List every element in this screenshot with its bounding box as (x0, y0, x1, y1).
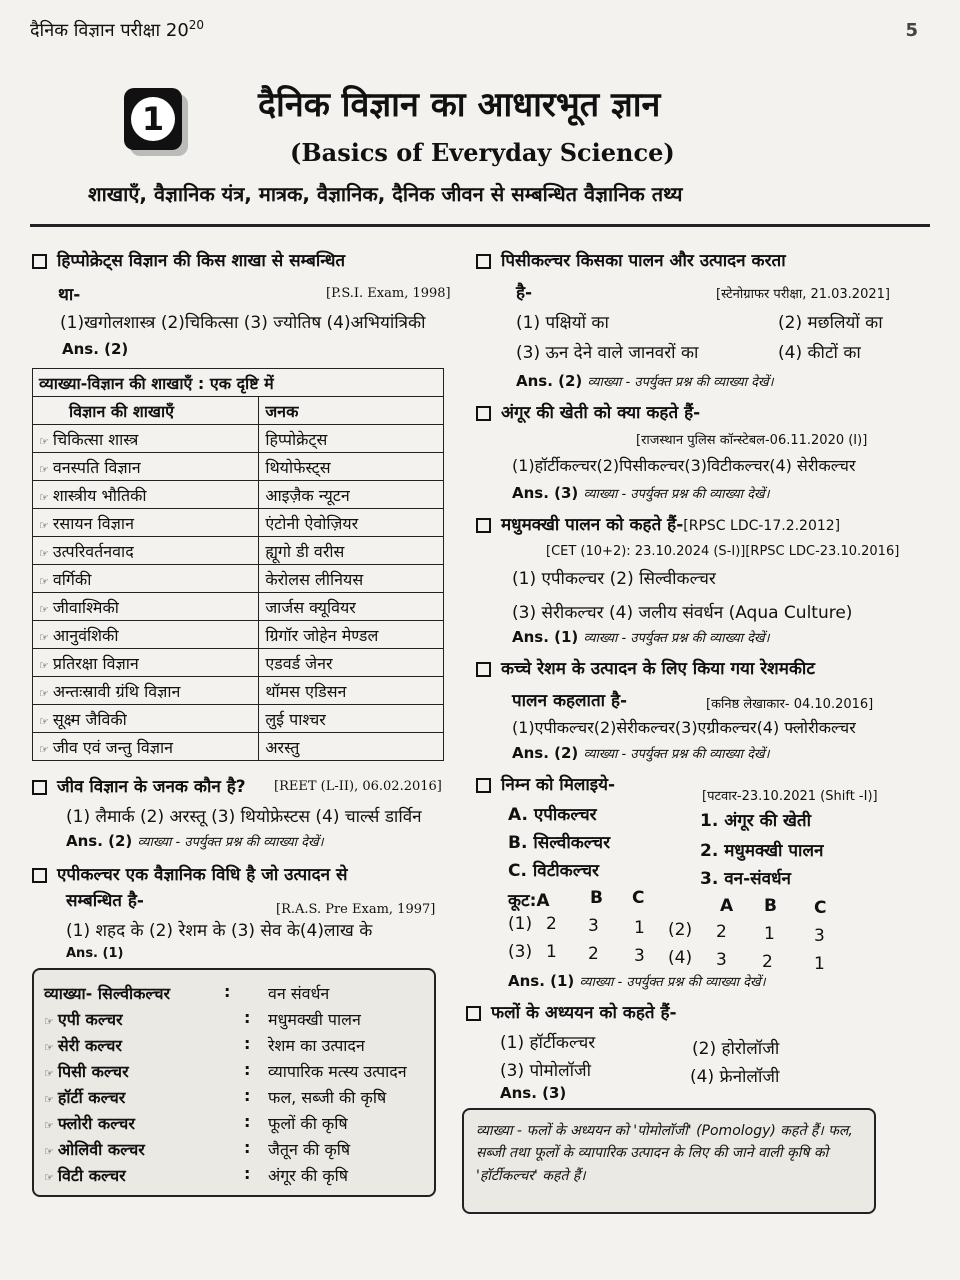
code-header-b: B (590, 888, 603, 908)
code-cell: 2 (716, 922, 727, 942)
match-right-3: 3. वन-संवर्धन (700, 869, 791, 889)
table-row: ☞ अन्तःस्रावी ग्रंथि विज्ञान थॉमस एडिसन (33, 677, 444, 705)
culture-term: ☞ विटी कल्चर (44, 1166, 126, 1185)
code-row-1-num: (1) (508, 914, 533, 934)
match-left-a: A. एपीकल्चर (508, 805, 597, 825)
code-header-c: C (632, 888, 645, 908)
table-caption-row (33, 369, 444, 397)
question-5: अंगूर की खेती को क्या कहते हैं- (476, 400, 700, 423)
question-1-source: [P.S.I. Exam, 1998] (326, 286, 451, 301)
code-header-c2: C (814, 898, 827, 918)
question-9: फलों के अध्ययन को कहते हैं- (466, 1000, 677, 1023)
pointing-hand-icon: ☞ (39, 658, 49, 672)
question-4-source: [स्टेनोग्राफर परीक्षा, 21.03.2021] (716, 287, 890, 302)
question-4-option-1: (1) पक्षियों का (516, 313, 609, 333)
question-8-answer: Ans. (1) व्याख्या - उपर्युक्त प्रश्न की व्याख्या देखें। (508, 972, 766, 990)
question-2-source: [REET (L-II), 06.02.2016] (274, 779, 442, 794)
pointing-hand-icon: ☞ (39, 714, 49, 728)
checkbox-icon (476, 662, 491, 677)
pointing-hand-icon: ☞ (39, 490, 49, 504)
pointing-hand-icon: ☞ (39, 462, 49, 476)
code-cell: 1 (764, 924, 775, 944)
code-cell: 1 (814, 954, 825, 974)
culture-meaning: फूलों की कृषि (268, 1114, 348, 1133)
code-cell: 1 (546, 942, 557, 962)
code-header-b2: B (764, 896, 777, 916)
table-row: ☞ जीवाश्मिकी जार्जस क्यूवियर (33, 593, 444, 621)
question-9-option-2: (2) होरोलॉजी (692, 1039, 780, 1059)
question-4-answer: Ans. (2) व्याख्या - उपर्युक्त प्रश्न की व्याख्या देखें। (516, 372, 774, 390)
chapter-subtitle: शाखाएँ, वैज्ञानिक यंत्र, मात्रक, वैज्ञानिक, दैनिक जीवन से सम्बन्धित वैज्ञानिक तथ्य (88, 182, 683, 206)
culture-meaning: वन संवर्धन (268, 984, 330, 1003)
culture-meaning: फल, सब्जी की कृषि (268, 1088, 387, 1107)
colon: : (244, 1164, 251, 1183)
question-9-answer: Ans. (3) (500, 1084, 567, 1102)
checkbox-icon (32, 868, 47, 883)
pointing-hand-icon: ☞ (44, 1015, 54, 1028)
question-4: पिसीकल्चर किसका पालन और उत्पादन करता (476, 248, 786, 271)
question-4-option-2: (2) मछलियों का (778, 313, 883, 333)
checkbox-icon (476, 518, 491, 533)
question-7-answer: Ans. (2) व्याख्या - उपर्युक्त प्रश्न की व्याख्या देखें। (512, 744, 770, 762)
colon: : (224, 982, 231, 1001)
code-cell: 3 (814, 926, 825, 946)
table-header-row (33, 397, 444, 425)
question-6: मधुमक्खी पालन को कहते हैं-[RPSC LDC-17.2.2012] (476, 512, 840, 535)
colon: : (244, 1112, 251, 1131)
question-1: हिप्पोक्रेट्स विज्ञान की किस शाखा से सम्बन्धित (32, 248, 345, 271)
code-row-2-num-2: (4) (668, 948, 693, 968)
question-5-answer: Ans. (3) व्याख्या - उपर्युक्त प्रश्न की व्याख्या देखें। (512, 484, 770, 502)
question-6-answer: Ans. (1) व्याख्या - उपर्युक्त प्रश्न की व्याख्या देखें। (512, 628, 770, 646)
question-2-answer: Ans. (2) व्याख्या - उपर्युक्त प्रश्न की व्याख्या देखें। (66, 832, 324, 850)
table-row: ☞ रसायन विज्ञान एंटोनी ऐवोज़ियर (33, 509, 444, 537)
pointing-hand-icon: ☞ (44, 1171, 54, 1184)
question-7-source: [कनिष्ठ लेखाकार- 04.10.2016] (706, 697, 874, 712)
chapter-number-badge: 1 (124, 88, 182, 150)
culture-term: व्याख्या- सिल्वीकल्चर (44, 984, 171, 1003)
question-1-options: (1)खगोलशास्त्र (2)चिकित्सा (3) ज्योतिष (4)अभियांत्रिकी (60, 313, 426, 333)
pointing-hand-icon: ☞ (39, 546, 49, 560)
match-right-2: 2. मधुमक्खी पालन (700, 841, 824, 861)
table-row: ☞ वर्गिकी केरोलस लीनियस (33, 565, 444, 593)
code-cell: 2 (588, 944, 599, 964)
checkbox-icon (476, 778, 491, 793)
table-row: ☞ शास्त्रीय भौतिकी आइज़ैक न्यूटन (33, 481, 444, 509)
question-5-options: (1)हॉर्टीकल्चर(2)पिसीकल्चर(3)विटीकल्चर(4) सेरीकल्चर (512, 456, 856, 475)
question-1-line2: था- (58, 285, 81, 305)
pointing-hand-icon: ☞ (39, 518, 49, 532)
colon: : (244, 1060, 251, 1079)
code-row-1-num-2: (2) (668, 920, 693, 940)
question-9-option-1: (1) हॉर्टीकल्चर (500, 1033, 596, 1053)
table-row: ☞ वनस्पति विज्ञान थियोफेस्ट्स (33, 453, 444, 481)
colon: : (244, 1138, 251, 1157)
question-3-source: [R.A.S. Pre Exam, 1997] (276, 902, 436, 917)
culture-explanation-box (32, 968, 436, 1197)
table-row: ☞ जीव एवं जन्तु विज्ञान अरस्तु (33, 733, 444, 761)
checkbox-icon (466, 1006, 481, 1021)
question-6-options-b: (3) सेरीकल्चर (4) जलीय संवर्धन (Aqua Culture) (512, 603, 853, 623)
question-4-option-4: (4) कीटों का (778, 343, 861, 363)
chapter-title-english: (Basics of Everyday Science) (290, 138, 675, 167)
code-header-a2: A (720, 896, 734, 916)
table-header-branch: विज्ञान की शाखाएँ (33, 397, 259, 425)
question-7-line2: पालन कहलाता है- (512, 691, 628, 711)
question-2: जीव विज्ञान के जनक कौन है? (32, 774, 246, 797)
culture-term: ☞ हॉर्टी कल्चर (44, 1088, 126, 1107)
pointing-hand-icon: ☞ (44, 1067, 54, 1080)
culture-term: ☞ पिसी कल्चर (44, 1062, 129, 1081)
code-row-2-num: (3) (508, 942, 533, 962)
question-5-source: [राजस्थान पुलिस कॉन्स्टेबल-06.11.2020 (I)] (636, 433, 868, 448)
checkbox-icon (476, 406, 491, 421)
pointing-hand-icon: ☞ (44, 1093, 54, 1106)
culture-meaning: रेशम का उत्पादन (268, 1036, 365, 1055)
question-9-option-3: (3) पोमोलॉजी (500, 1061, 592, 1081)
pointing-hand-icon: ☞ (39, 574, 49, 588)
checkbox-icon (32, 780, 47, 795)
code-cell: 1 (634, 918, 645, 938)
pointing-hand-icon: ☞ (39, 686, 49, 700)
match-left-b: B. सिल्वीकल्चर (508, 833, 611, 853)
match-right-1: 1. अंगूर की खेती (700, 811, 812, 831)
question-2-options: (1) लैमार्क (2) अरस्तू (3) थियोफ्रेस्टस (4) चार्ल्स डार्विन (66, 807, 422, 827)
pointing-hand-icon: ☞ (44, 1041, 54, 1054)
table-row: ☞ उत्परिवर्तनवाद ह्यूगो डी वरीस (33, 537, 444, 565)
culture-term: ☞ एपी कल्चर (44, 1010, 123, 1029)
table-header-father: जनक (259, 397, 444, 425)
culture-term: ☞ ओलिवी कल्चर (44, 1140, 145, 1159)
pointing-hand-icon: ☞ (39, 434, 49, 448)
code-label: कूट:A (508, 891, 550, 911)
culture-meaning: व्यापारिक मत्स्य उत्पादन (268, 1062, 407, 1081)
question-6-source-2: [CET (10+2): 23.10.2024 (S-I)][RPSC LDC-23.10.2016] (546, 544, 900, 559)
question-9-option-4: (4) फ्रेनोलॉजी (690, 1067, 780, 1087)
question-7-options: (1)एपीकल्चर(2)सेरीकल्चर(3)एग्रीकल्चर(4) फ्लोरीकल्चर (512, 718, 856, 737)
question-4-option-3: (3) ऊन देने वाले जानवरों का (516, 343, 699, 363)
table-caption: व्याख्या-विज्ञान की शाखाएँ : एक दृष्टि में (33, 369, 444, 397)
question-3: एपीकल्चर एक वैज्ञानिक विधि है जो उत्पादन से (32, 862, 347, 885)
running-head: दैनिक विज्ञान परीक्षा $20^{20}$ (30, 18, 205, 41)
table-row: ☞ चिकित्सा शास्त्र हिप्पोक्रेट्स (33, 425, 444, 453)
culture-meaning: मधुमक्खी पालन (268, 1010, 361, 1029)
culture-term: ☞ फ्लोरी कल्चर (44, 1114, 135, 1133)
code-cell: 2 (546, 914, 557, 934)
culture-meaning: जैतून की कृषि (268, 1140, 351, 1159)
pointing-hand-icon: ☞ (39, 742, 49, 756)
code-cell: 2 (762, 952, 773, 972)
branches-table (32, 368, 444, 761)
checkbox-icon (32, 254, 47, 269)
question-3-answer: Ans. (1) (66, 946, 124, 961)
culture-meaning: अंगूर की कृषि (268, 1166, 349, 1185)
pomology-explanation-box: व्याख्या - फलों के अध्ययन को 'पोमोलॉजी' (Pomology) कहते हैं। फल, सब्जी तथा फूलों के व्यापारिक उत्पादन के लिए की जाने वाली कृषि को 'हॉर्टीकल्चर' कहते हैं। (462, 1108, 876, 1214)
question-3-options: (1) शहद के (2) रेशम के (3) सेव के(4)लाख के (66, 921, 373, 941)
pointing-hand-icon: ☞ (39, 630, 49, 644)
table-row: ☞ प्रतिरक्षा विज्ञान एडवर्ड जेनर (33, 649, 444, 677)
culture-term: ☞ सेरी कल्चर (44, 1036, 122, 1055)
question-3-line2: सम्बन्धित है- (66, 891, 144, 911)
chapter-title-hindi: दैनिक विज्ञान का आधारभूत ज्ञान (258, 85, 661, 125)
question-1-answer: Ans. (2) (62, 340, 129, 358)
pointing-hand-icon: ☞ (44, 1119, 54, 1132)
code-cell: 3 (716, 950, 727, 970)
pointing-hand-icon: ☞ (44, 1145, 54, 1158)
question-6-options-a: (1) एपीकल्चर (2) सिल्वीकल्चर (512, 569, 716, 589)
title-divider (30, 224, 930, 227)
colon: : (244, 1034, 251, 1053)
table-row: ☞ आनुवंशिकी ग्रिगॉर जोहेन मेण्डल (33, 621, 444, 649)
checkbox-icon (476, 254, 491, 269)
code-cell: 3 (588, 916, 599, 936)
match-left-c: C. विटीकल्चर (508, 861, 599, 881)
colon: : (244, 1086, 251, 1105)
code-cell: 3 (634, 946, 645, 966)
question-8-source: [पटवार-23.10.2021 (Shift -I)] (702, 789, 878, 804)
colon: : (244, 1008, 251, 1027)
question-7: कच्चे रेशम के उत्पादन के लिए किया गया रेशमकीट (476, 656, 815, 679)
question-4-line2: है- (516, 283, 533, 303)
page-number: 5 (905, 20, 918, 41)
question-8: निम्न को मिलाइये- (476, 772, 615, 795)
table-row: ☞ सूक्ष्म जैविकी लुई पाश्चर (33, 705, 444, 733)
pointing-hand-icon: ☞ (39, 602, 49, 616)
